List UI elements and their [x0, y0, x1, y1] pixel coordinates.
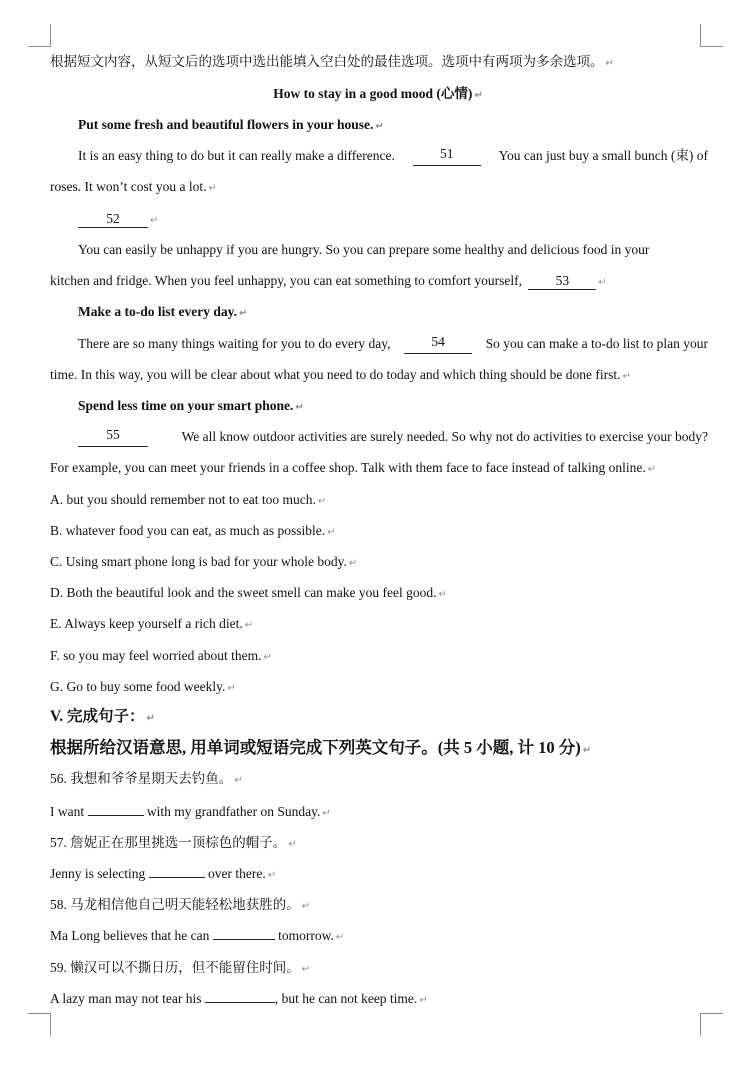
paragraph-text: You can just buy a small bunch (束) of: [498, 148, 708, 163]
paragraph-mark-icon: ↵: [438, 589, 447, 600]
paragraph-3-line-1: [78, 334, 708, 354]
paragraph-mark-icon: ↵: [598, 277, 607, 288]
question-57-chinese: [50, 833, 710, 855]
question-text: A lazy man may not tear his: [50, 991, 202, 1006]
paragraph-mark-icon: ↵: [208, 183, 217, 194]
paragraph-mark-icon: ↵: [234, 775, 243, 786]
paragraph-mark-icon: ↵: [322, 808, 331, 819]
paragraph-mark-icon: ↵: [375, 121, 384, 132]
question-59-english: [50, 989, 710, 1011]
blank-52-line: [78, 209, 708, 231]
question-text: 59. 懒汉可以不撕日历，但不能留住时间。: [50, 960, 300, 975]
page-corner-mark-bottom-left: [28, 1013, 51, 1036]
question-57-english: [50, 864, 710, 886]
answer-blank-59[interactable]: [205, 1002, 275, 1003]
section-5-instruction: [50, 738, 710, 761]
question-58-chinese: [50, 895, 710, 917]
subheading-1: [78, 115, 708, 137]
question-56-chinese: [50, 769, 710, 791]
subheading-2-text: Make a to-do list every day.: [78, 304, 237, 319]
option-f: [50, 646, 710, 668]
passage-title-text: How to stay in a good mood (心情): [273, 86, 473, 101]
option-d: [50, 583, 710, 605]
blank-54[interactable]: 54: [404, 334, 472, 354]
instructions-line: [50, 52, 710, 74]
question-58-english: [50, 926, 710, 948]
paragraph-text: It is an easy thing to do but it can really make a difference.: [78, 148, 395, 163]
option-g: [50, 677, 710, 699]
subheading-3: [78, 396, 708, 418]
option-b: [50, 521, 710, 543]
paragraph-4-line-2: [50, 458, 710, 480]
question-text: Jenny is selecting: [50, 866, 146, 881]
paragraph-mark-icon: ↵: [605, 58, 614, 69]
section-5-instruction-text: 根据所给汉语意思, 用单词或短语完成下列英文句子。(共 5 小题, 计 10 分): [50, 738, 581, 757]
answer-blank-57[interactable]: [149, 877, 205, 878]
paragraph-mark-icon: ↵: [227, 683, 236, 694]
paragraph-mark-icon: ↵: [146, 713, 155, 724]
question-59-chinese: [50, 958, 710, 980]
question-text: 58. 马龙相信他自己明天能轻松地获胜的。: [50, 897, 300, 912]
subheading-3-text: Spend less time on your smart phone.: [78, 398, 294, 413]
option-a: [50, 490, 710, 512]
paragraph-mark-icon: ↵: [647, 464, 657, 475]
blank-55[interactable]: 55: [78, 427, 148, 447]
option-text: D. Both the beautiful look and the sweet smell can make you feel good.: [50, 585, 437, 600]
option-text: G. Go to buy some food weekly.: [50, 679, 226, 694]
paragraph-2-line-1: [78, 240, 708, 260]
question-text: Ma Long believes that he can: [50, 928, 210, 943]
blank-53[interactable]: 53: [528, 273, 596, 290]
page-corner-mark-top-right: [700, 24, 723, 47]
question-text: over there.: [207, 866, 266, 881]
option-text: C. Using smart phone long is bad for your whole body.: [50, 554, 347, 569]
option-text: F. so you may feel worried about them.: [50, 648, 262, 663]
answer-blank-56[interactable]: [88, 815, 144, 816]
question-text: 57. 詹妮正在那里挑选一顶棕色的帽子。: [50, 835, 287, 850]
option-text: E. Always keep yourself a rich diet.: [50, 616, 243, 631]
paragraph-text: For example, you can meet your friends in a coffee shop. Talk with them face to face instead of talking online.: [50, 460, 646, 475]
paragraph-mark-icon: ↵: [295, 402, 304, 413]
paragraph-mark-icon: ↵: [327, 527, 336, 538]
paragraph-2-line-2: [50, 271, 710, 293]
passage-title: [50, 84, 706, 106]
paragraph-mark-icon: ↵: [267, 870, 277, 881]
section-5-heading-text: V. 完成句子：: [50, 708, 145, 725]
paragraph-text: So you can make a to-do list to plan your: [485, 336, 708, 351]
question-text: 56. 我想和爷爷星期天去钓鱼。: [50, 771, 233, 786]
paragraph-mark-icon: ↵: [301, 901, 311, 912]
paragraph-mark-icon: ↵: [474, 90, 483, 101]
subheading-2: [78, 302, 708, 324]
instructions-text: 根据短文内容，从短文后的选项中选出能填入空白处的最佳选项。选项中有两项为多余选项。: [50, 54, 604, 69]
subheading-1-text: Put some fresh and beautiful flowers in your house.: [78, 117, 374, 132]
paragraph-mark-icon: ↵: [419, 995, 428, 1006]
page-corner-mark-top-left: [28, 24, 51, 47]
paragraph-mark-icon: ↵: [244, 620, 254, 631]
option-text: A. but you should remember not to eat too much.: [50, 492, 316, 507]
paragraph-mark-icon: ↵: [301, 964, 311, 975]
paragraph-text: kitchen and fridge. When you feel unhappy, you can eat something to comfort yourself,: [50, 273, 522, 288]
question-56-english: [50, 802, 710, 824]
section-5-heading: [50, 707, 710, 729]
paragraph-3-line-2: [50, 365, 710, 387]
paragraph-mark-icon: ↵: [348, 558, 358, 569]
paragraph-text: There are so many things waiting for you to do every day,: [78, 336, 391, 351]
paragraph-1-line-2: [50, 177, 710, 199]
question-text: I want: [50, 804, 85, 819]
question-text: with my grandfather on Sunday.: [146, 804, 321, 819]
paragraph-mark-icon: ↵: [263, 652, 272, 663]
paragraph-mark-icon: ↵: [582, 745, 592, 756]
paragraph-mark-icon: ↵: [622, 371, 631, 382]
paragraph-mark-icon: ↵: [238, 308, 248, 319]
paragraph-mark-icon: ↵: [335, 932, 345, 943]
answer-blank-58[interactable]: [213, 939, 275, 940]
option-e: [50, 614, 710, 636]
paragraph-mark-icon: ↵: [317, 496, 327, 507]
paragraph-text: We all know outdoor activities are surely needed. So why not do activities to exercise your body?: [181, 429, 708, 444]
option-c: [50, 552, 710, 574]
question-text: tomorrow.: [278, 928, 334, 943]
blank-51[interactable]: 51: [413, 146, 481, 166]
paragraph-mark-icon: ↵: [288, 839, 297, 850]
question-text: , but he can not keep time.: [274, 991, 418, 1006]
option-text: B. whatever food you can eat, as much as possible.: [50, 523, 326, 538]
paragraph-mark-icon: ↵: [150, 215, 159, 226]
blank-52[interactable]: 52: [78, 211, 148, 228]
paragraph-4-line-1: [78, 427, 708, 447]
paragraph-text: time. In this way, you will be clear about what you need to do today and which thing should be done first.: [50, 367, 621, 382]
paragraph-text: roses. It won’t cost you a lot.: [50, 179, 207, 194]
paragraph-text: You can easily be unhappy if you are hungry. So you can prepare some healthy and delicious food in your: [78, 242, 650, 257]
paragraph-1-line-1: [78, 146, 708, 166]
page-corner-mark-bottom-right: [700, 1013, 723, 1036]
